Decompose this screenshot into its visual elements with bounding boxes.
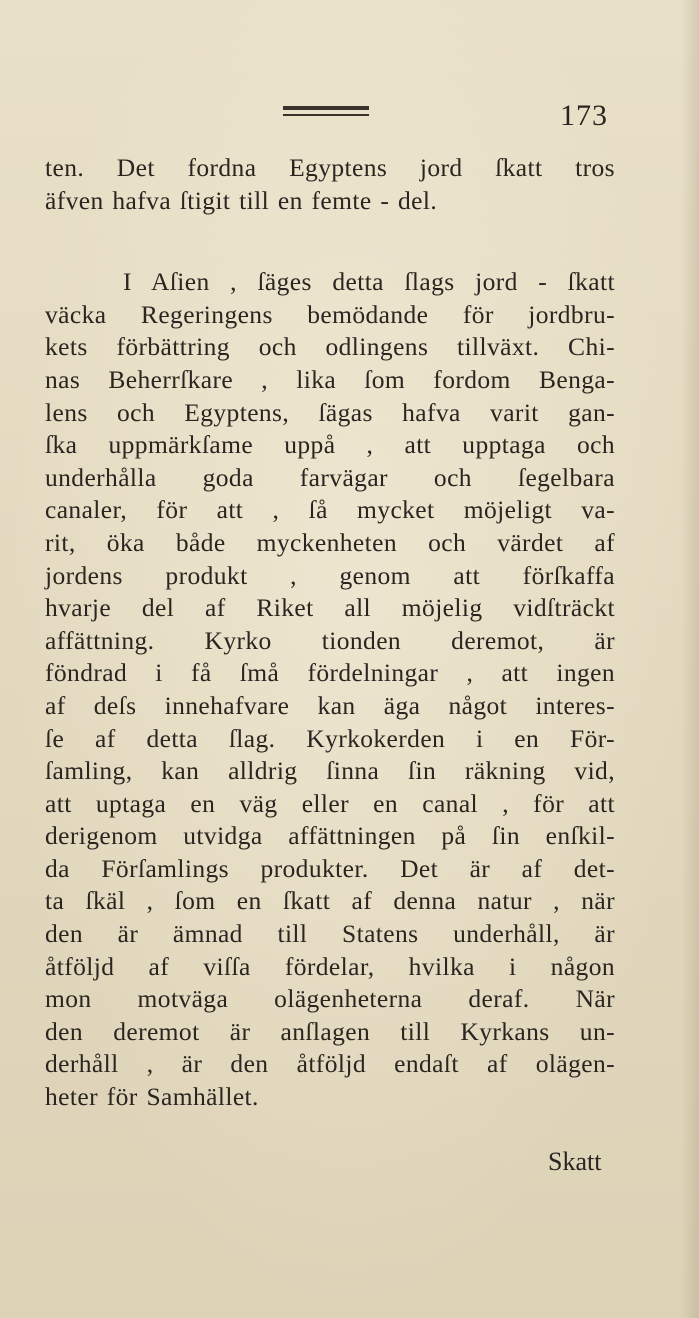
text-line: den är ämnad till Statens underhåll, är xyxy=(45,919,615,949)
text-line: åtföljd af viſſa fördelar, hvilka i någon xyxy=(45,951,615,981)
text-line: väcka Regeringens bemödande för jordbru- xyxy=(45,299,615,329)
text-line: mon motväga olägenheterna deraf. När xyxy=(45,984,615,1014)
text-line: föndrad i få ſmå fördelningar , att ingen xyxy=(45,658,615,688)
paragraph-first-line: I Aſien , ſäges detta ſlags jord - ſkatt xyxy=(123,267,615,297)
text-line: ten. Det fordna Egyptens jord ſkatt tros xyxy=(45,153,615,182)
text-line: äfven hafva ſtigit till en femte - del. xyxy=(45,185,438,215)
catchword: Skatt xyxy=(548,1147,602,1176)
text-line: rit, öka både myckenheten och värdet af xyxy=(45,527,615,557)
text-line: canaler, för att , ſå mycket möjeligt va- xyxy=(45,495,615,525)
text-line: nas Beherrſkare , lika ſom fordom Benga- xyxy=(45,364,615,394)
header-rule-thick xyxy=(283,106,369,110)
text-line: ſe af detta ſlag. Kyrkokerden i en För- xyxy=(45,723,615,753)
text-line: den deremot är anſlagen till Kyrkans un- xyxy=(45,1016,615,1046)
text-line: underhålla goda farvägar och ſegelbara xyxy=(45,462,615,492)
text-line: af deſs innehafvare kan äga något interes- xyxy=(45,690,615,720)
paragraph-gap xyxy=(45,217,615,266)
page-edge-shadow xyxy=(681,0,699,1318)
page-number: 173 xyxy=(560,99,608,132)
text-line: att uptaga en väg eller en canal , för att xyxy=(45,788,615,818)
text-line: derhåll , är den åtföljd endaſt af olägen- xyxy=(45,1049,615,1079)
text-line: kets förbättring och odlingens tillväxt. Chi- xyxy=(45,332,615,362)
body-text xyxy=(45,152,615,1114)
text-line: lens och Egyptens, ſägas hafva varit gan- xyxy=(45,397,615,427)
text-line: ta ſkäl , ſom en ſkatt af denna natur , när xyxy=(45,886,615,916)
header-rule-thin xyxy=(283,114,369,116)
header-double-rule xyxy=(283,106,369,118)
text-line: derigenom utvidga affättningen på ſin enſkil- xyxy=(45,821,615,851)
text-line: heter för Samhället. xyxy=(45,1082,259,1112)
text-line: ſka uppmärkſame uppå , att upptaga och xyxy=(45,430,615,460)
text-line: affättning. Kyrko tionden deremot, är xyxy=(45,625,615,655)
text-line: hvarje del af Riket all möjelig vidſträckt xyxy=(45,593,615,623)
text-line: ſamling, kan alldrig ſinna ſin räkning vid, xyxy=(45,756,615,786)
text-line: da Förſamlings produkter. Det är af det- xyxy=(45,853,615,883)
text-line: jordens produkt , genom att förſkaffa xyxy=(45,560,615,590)
